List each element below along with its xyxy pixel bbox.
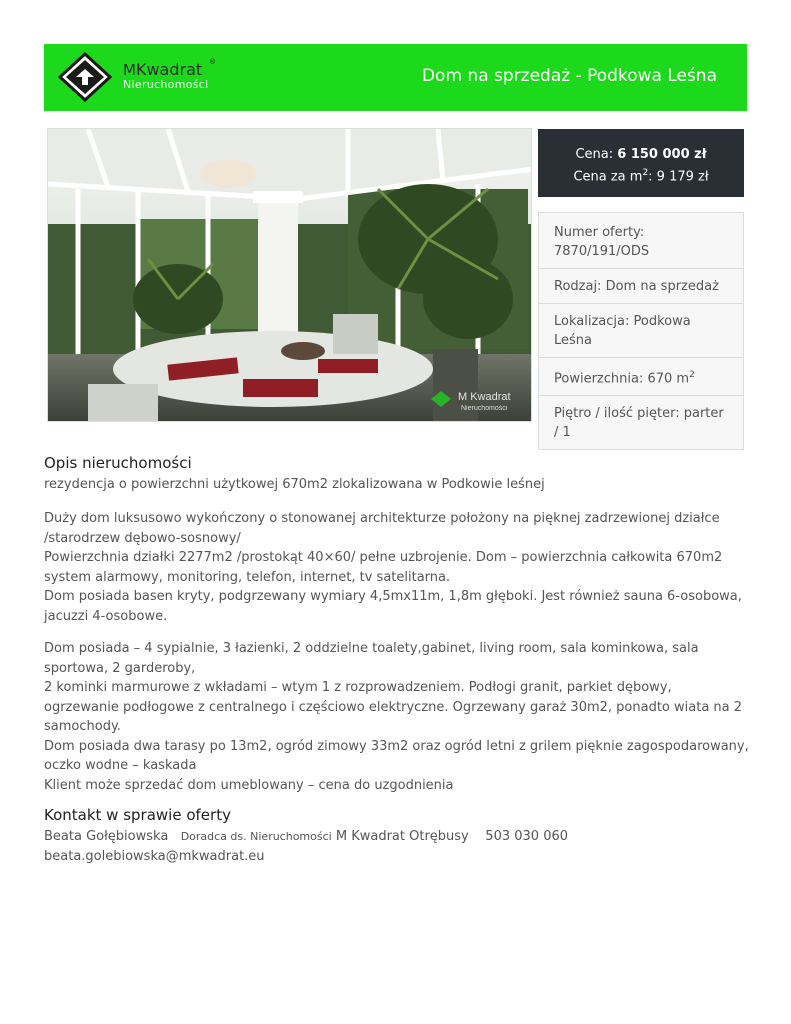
watermark-sub: Nieruchomości <box>461 405 508 412</box>
offer-area-label: Powierzchnia: 670 m <box>554 371 690 387</box>
contact-line <box>44 827 568 847</box>
price-value: 6 150 000 zł <box>617 147 707 162</box>
price-per-m2-line <box>538 164 744 186</box>
registered-mark: ® <box>209 58 216 66</box>
offer-floor: Piętro / ilość pięter: parter / 1 <box>539 395 743 449</box>
offer-area-sup: 2 <box>689 370 695 380</box>
description-paragraph-1 <box>44 509 749 626</box>
brand-m: M <box>123 61 136 79</box>
description-lead: rezydencja o powierzchni użytkowej 670m2 zlokalizowana w Podkowie leśnej <box>44 477 545 492</box>
contact-title: Kontakt w sprawie oferty <box>44 806 231 824</box>
brand-text <box>123 61 208 91</box>
contact-phone[interactable]: 503 030 060 <box>485 829 569 844</box>
price-line <box>538 146 744 164</box>
contact-block <box>44 827 568 866</box>
price-label: Cena: <box>575 147 614 162</box>
offer-area <box>539 357 743 395</box>
brand-subtitle: Nieruchomości <box>123 78 209 91</box>
property-photo[interactable] <box>47 128 532 422</box>
offer-location: Lokalizacja: Podkowa Leśna <box>539 303 743 357</box>
price-box <box>538 129 744 197</box>
winter-garden-photo <box>48 129 532 422</box>
contact-email[interactable]: beata.golebiowska@mkwadrat.eu <box>44 848 265 864</box>
brand-name: Kwadrat <box>135 60 203 79</box>
price-per-m2-sup: 2 <box>642 168 649 178</box>
offer-number: Numer oferty: 7870/191/ODS <box>554 225 650 259</box>
watermark-brand: M Kwadrat <box>458 391 511 403</box>
description-line: 2 kominki marmurowe z wkładami – wtym 1 z rozprowadzeniem. Podłogi granit, parkiet dębowy, ogrzewanie podłogowe z centralnego i częściowo elektryczne. Ogrzewany garaż 30m2, ponadto wiata na 2 samochody. <box>44 680 743 734</box>
contact-name: Beata Gołębiowska <box>44 829 169 844</box>
description-line: Dom posiada – 4 sypialnie, 3 łazienki, 2 oddzielne toalety,gabinet, living room, sala kominkowa, sala sportowa, 2 garderoby, <box>44 641 699 676</box>
contact-role: Doradca ds. Nieruchomości <box>180 830 332 843</box>
description-line: Klient może sprzedać dom umeblowany – cena do uzgodnienia <box>44 777 454 793</box>
description-line: Duży dom luksusowo wykończony o stonowanej architekturze położony na pięknej zadrzewionej działce /starodrzew dębowo-sosnowy/ <box>44 511 720 546</box>
contact-office: M Kwadrat Otrębusy <box>335 829 469 844</box>
description-title: Opis nieruchomości <box>44 454 192 472</box>
description-line: Dom posiada dwa tarasy po 13m2, ogród zimowy 33m2 oraz ogród letni z grilem pięknie zagospodarowany, oczko wodne – kaskada <box>44 738 749 773</box>
header-banner <box>44 44 747 111</box>
price-per-m2-label: Cena za m <box>573 169 643 185</box>
page-title: Dom na sprzedaż - Podkowa Leśna <box>421 66 717 86</box>
description-paragraph-2 <box>44 639 749 795</box>
offer-type: Rodzaj: Dom na sprzedaż <box>539 268 743 303</box>
description-line: Dom posiada basen kryty, podgrzewany wymiary 4,5mx11m, 1,8m głęboki. Jest również sauna 6-osobowa, jacuzzi 4-osobowe. <box>44 589 742 624</box>
price-per-m2-value: : 9 179 zł <box>648 169 709 185</box>
offer-details <box>538 212 744 450</box>
description-line: Powierzchnia działki 2277m2 /prostokąt 40×60/ pełne uzbrojenie. Dom – powierzchnia całkowita 670m2 system alarmowy, monitoring, telefon, internet, tv satelitarna. <box>44 550 723 585</box>
m-kwadrat-logo-icon <box>58 52 112 102</box>
